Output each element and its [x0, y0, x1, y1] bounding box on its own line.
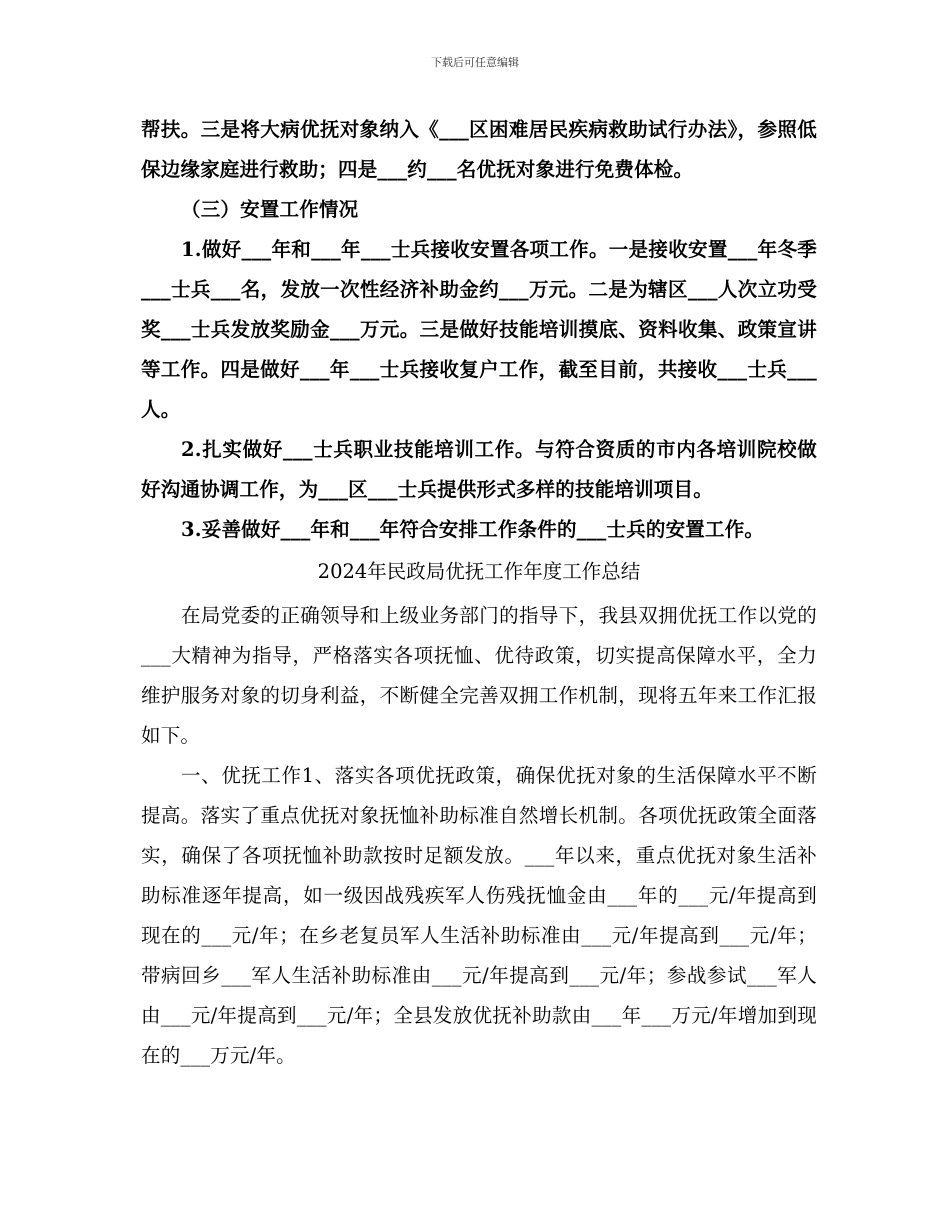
paragraph-intro: 在局党委的正确领导和上级业务部门的指导下，我县双拥优抚工作以党的___大精神为指导，严格落实各项抚恤、优待政策，切实提高保障水平，全力维护服务对象的切身利益，不断健全完善双拥工作机制，现将五年来工作汇报如下。 — [141, 604, 817, 747]
document-title: 2024年民政局优抚工作年度工作总结 — [317, 560, 641, 583]
section-heading-placement: （三）安置工作情况 — [181, 198, 359, 221]
paragraph-policy: 一、优抚工作1、落实各项优抚政策，确保优抚对象的生活保障水平不断提高。落实了重点优抚对象抚恤补助标准自然增长机制。各项优抚政策全面落实，确保了各项抚恤补助款按时足额发放。___年以来，重点优抚对象生活补助标准逐年提高，如一级因战残疾军人伤残抚恤金由___年的___元/年提高到现在的___元/年；在乡老复员军人生活补助标准由___元/年提高到___元/年；带病回乡___军人生活补助标准由___元/年提高到___元/年；参战参试___军人由___元/年提高到___元/年；全县发放优抚补助款由___年___万元/年增加到现在的___万元/年。 — [141, 764, 817, 1067]
paragraph-support-measures: 帮扶。三是将大病优抚对象纳入《___区困难居民疾病救助试行办法》，参照低保边缘家庭进行救助；四是___约___名优抚对象进行免费体检。 — [141, 118, 817, 181]
paragraph-placement-1: 1.做好___年和___年___士兵接收安置各项工作。一是接收安置___年冬季___士兵___名，发放一次性经济补助金约___万元。二是为辖区___人次立功受奖___士兵发放奖励金___万元。三是做好技能培训摸底、资料收集、政策宣讲等工作。四是做好___年___士兵接收复户工作，截至目前，共接收___士兵___人。 — [141, 238, 817, 421]
paragraph-placement-3: 3.妥善做好___年和___年符合安排工作条件的___士兵的安置工作。 — [181, 518, 765, 541]
paragraph-placement-2: 2.扎实做好___士兵职业技能培训工作。与符合资质的市内各培训院校做好沟通协调工作，为___区___士兵提供形式多样的技能培训项目。 — [141, 438, 817, 501]
document-body — [141, 110, 817, 1076]
page-header: 下载后可任意编辑 — [431, 56, 519, 69]
